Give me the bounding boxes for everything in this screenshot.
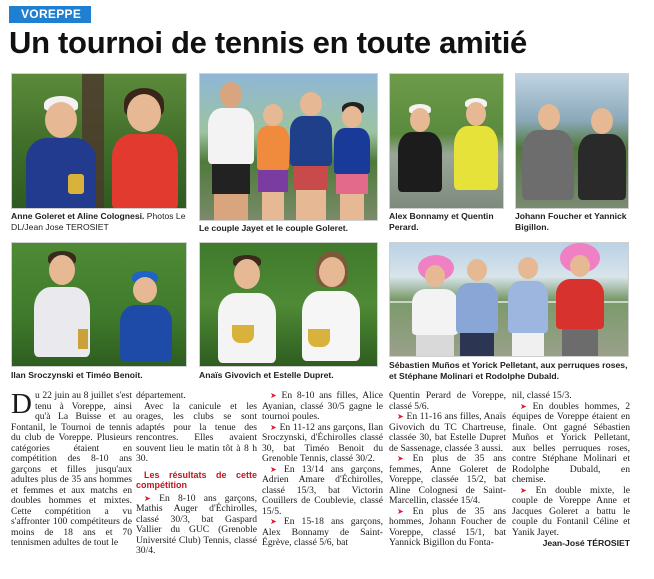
result-doubles-hommes: ➤ En doubles hommes, 2 équipes de Voreppe étaient en finale. Ont gagné Sébastien Muños et Yorick Pelletant, aux belles perruques roses, contre Stéphane Molinari et Rodolphe Dubald, en chemise. [512,400,631,485]
caption-photo6: Anaïs Givovich et Estelle Dupret. [199,370,334,380]
result-15-18-garcons: ➤ En 15-18 ans garçons, Alex Bonnamy de Saint-Égrève, classé 5/6, bat [262,516,383,548]
result-11-16-filles: ➤ En 11-16 ans filles, Anaïs Givovich du TC Chartreuse, classée 30, bat Estelle Dupret de Sassenage, classée 3 aussi. [389,411,506,454]
result-plus35-femmes: ➤ En plus de 35 ans femmes, Anne Goleret de Voreppe, classée 15/2, bat Aline Colognesi de Saint-Marcellin, classée 15/4. [389,453,507,506]
byline: Jean-José TÉROSIET [542,538,630,548]
caption-photo4: Johann Foucher et Yannick Bigillon. [515,211,627,232]
section-tag: VOREPPE [9,6,91,23]
article-col-1 [11,388,132,549]
article-col-3 [262,391,383,549]
caption-photo5: Ilan Sroczynski et Timéo Benoit. [11,370,143,380]
bullet-arrow-icon: ➤ [270,517,284,526]
photo-sroczynski-benoit [11,242,187,367]
bullet-arrow-icon: ➤ [520,401,533,411]
article-p1-end: département. [136,390,186,401]
result-8-10-filles: ➤ En 8-10 ans filles, Alice Ayanian, classé 30/5 gagne le tournoi poules. [262,390,384,422]
photo-givovich-dupret [199,242,378,367]
result-8-10-garcons: ➤ En 8-10 ans garçons, Mathis Auger d'Échirolles, classé 30/3, bat Gaspard Vallier du GUC (Grenoble Université Club) Tennis, classé 30/4. [136,492,257,556]
bullet-arrow-icon: ➤ [397,412,407,421]
article-col-2 [136,391,257,557]
results-subhead: Les résultats de cette compétition [136,469,257,490]
trophy-icon [78,329,88,349]
bullet-arrow-icon: ➤ [144,493,160,503]
bullet-arrow-icon: ➤ [270,464,284,474]
caption-photo3: Alex Bonnamy et Quentin Perard. [389,211,494,232]
article-intro: Du 22 juin au 8 juillet s'est tenu à Voreppe, ainsi qu'à La Buisse et au Fontanil, le Tournoi de tennis du club de Voreppe. Plusieurs catégories étaient en compétition des 8-10 ans garçons et filles jusqu'aux adultes plus de 35 ans hommes et femmes et aux matchs en doubles hommes et mixtes. Cette compétition a vu s'affronter 100 compétiteurs de moins de 18 ans et 70 tennismen adultes de tout le [11,388,132,548]
dropcap: D [11,388,32,420]
photo-bonnamy-perard [389,73,504,209]
article-p2: Avec la canicule et les orages, les clubs se sont adaptés pour la tenue des rencontres. Elles avaient souvent lieu le matin tôt à 8 h 30. [136,400,257,464]
article-col-4 [389,391,506,549]
result-11-12-garcons: ➤ En 11-12 ans garçons, Ilan Sroczynski, d'Échirolles classé 30, bat Timéo Benoit du Grenoble Tennis, classé 30/2. [262,421,384,464]
caption-photo1: Anne Goleret et Aline Colognesi. Photos Le DL/Jean Jose TEROSIET [11,211,186,232]
bullet-arrow-icon: ➤ [520,485,536,495]
trophy-icon [308,329,330,347]
result-15-18-cont: Quentin Perard de Voreppe, classé 5/6. [389,390,506,412]
photo-goleret-colognesi [11,73,187,209]
article-col-5 [512,391,630,549]
bullet-arrow-icon: ➤ [270,422,280,432]
caption-photo7: Sébastien Muños et Yorick Pelletant, aux perruques roses, et Stéphane Molinari et Rodolphe Dubald. [389,360,628,381]
photo-doubles-hommes [389,242,629,357]
trophy-icon [68,174,84,194]
result-plus35-cont: nil, classé 15/3. [512,390,572,401]
bullet-arrow-icon: ➤ [397,506,413,516]
trophy-icon [232,325,254,343]
headline: Un tournoi de tennis en toute amitié [9,25,527,60]
bullet-arrow-icon: ➤ [397,454,413,463]
photo-couples [199,73,378,221]
bullet-arrow-icon: ➤ [270,391,282,400]
result-13-14-garcons: ➤ En 13/14 ans garçons, Adrien Amare d'Échirolles, classé 15/3, bat Victorin Couillers de Coublevie, classé 15/5. [262,463,383,517]
result-plus35-hommes: ➤ En plus de 35 ans hommes, Johann Foucher de Voreppe, classé 15/1, bat Yannick Bigillon du Fonta- [389,505,507,548]
result-double-mixte: ➤ En double mixte, le couple de Voreppe Anne et Jacques Goleret a battu le couple du Fontanil Céline et Yanik Jayet. [512,484,630,538]
photo-foucher-bigillon [515,73,629,209]
caption-photo2: Le couple Jayet et le couple Goleret. [199,223,349,233]
